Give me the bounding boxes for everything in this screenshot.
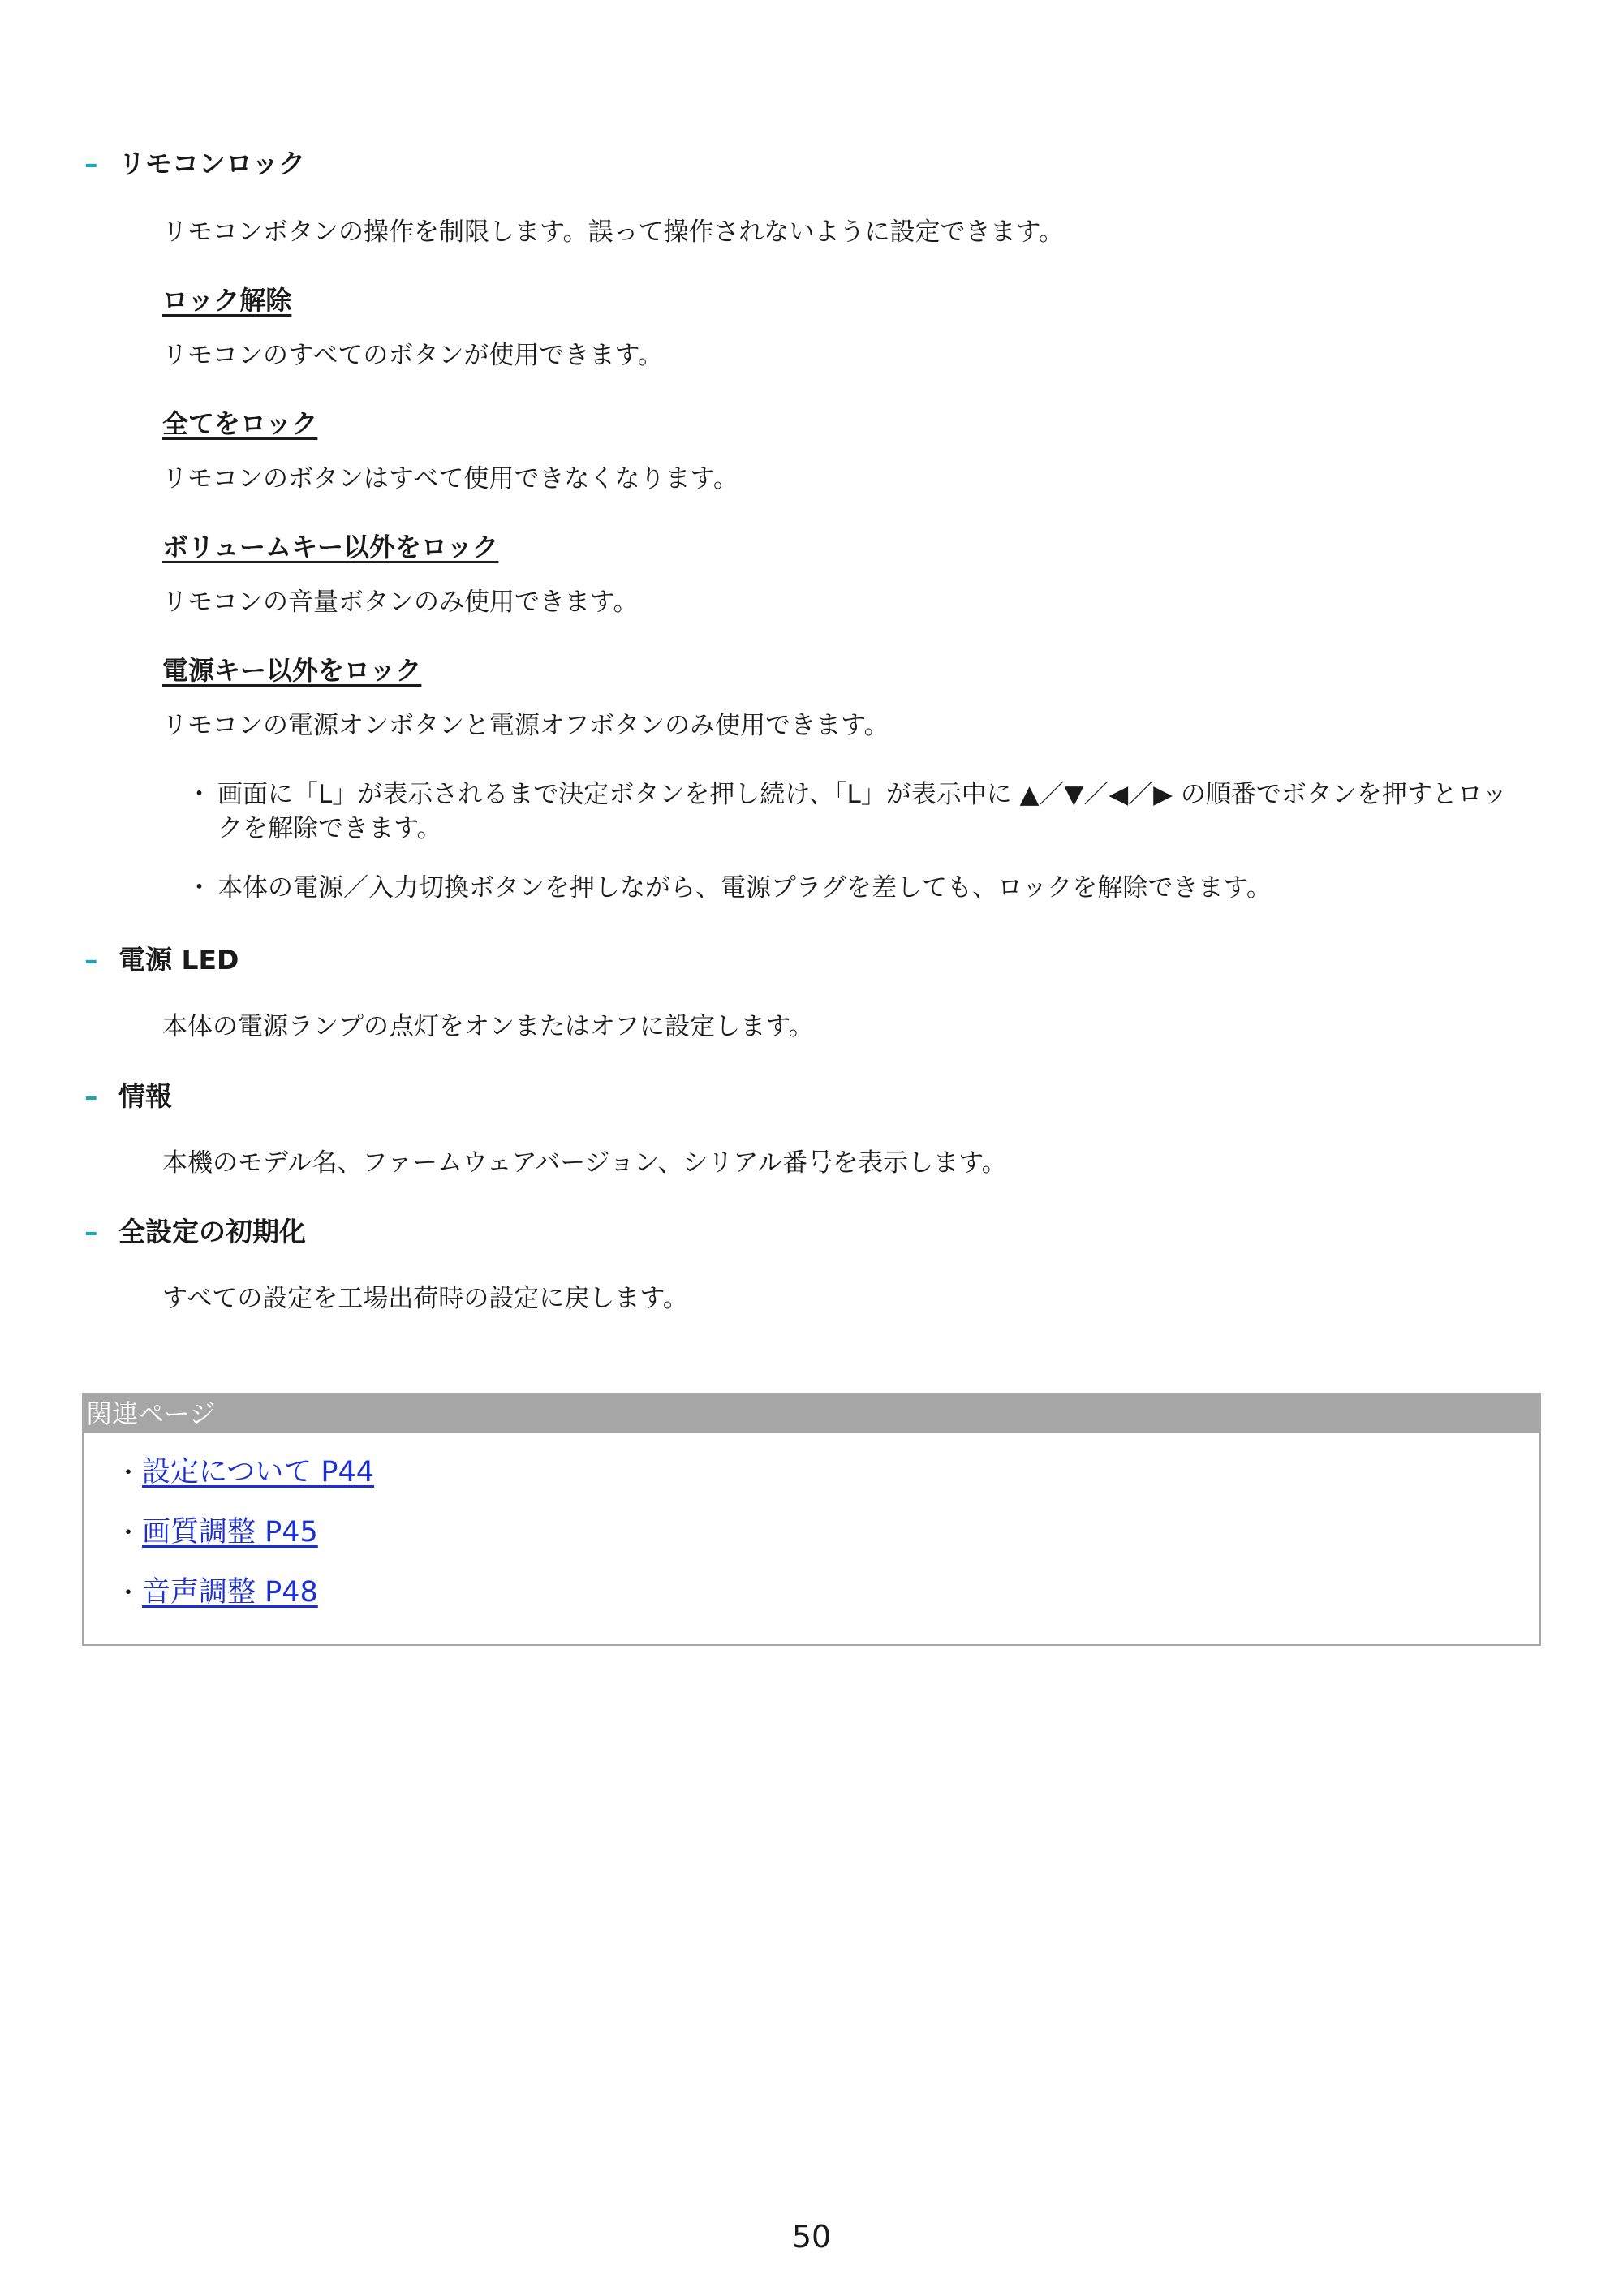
option-label-unlock: ロック解除 [162,285,292,316]
section-title-text: リモコンロック [118,148,306,179]
section-description: すべての設定を工場出荷時の設定に戻します。 [162,1284,688,1313]
note-item [187,778,1518,846]
option-description: リモコンの音量ボタンのみ使用できます。 [162,588,639,617]
option-description: リモコンの電源オンボタンと電源オフボタンのみ使用できます。 [162,711,889,740]
section-title-power-led [84,944,239,976]
option-description: リモコンのすべてのボタンが使用できます。 [162,341,663,370]
section-title-text: 電源 LED [118,944,239,976]
option-description: リモコンのボタンはすべて使用できなくなります。 [162,464,738,493]
bullet-icon: ・ [187,780,212,809]
section-dash: – [84,1080,98,1112]
bullet-icon: ・ [187,873,212,902]
section-title-text: 全設定の初期化 [118,1216,306,1247]
related-item [116,1514,318,1552]
section-title-reset [84,1216,306,1248]
option-label-lock-except-power: 電源キー以外をロック [162,655,422,686]
section-dash: – [84,148,98,179]
related-link-sound[interactable]: 音声調整 P48 [142,1576,318,1609]
bullet-icon: ・ [116,1459,140,1488]
section-description: リモコンボタンの操作を制限します。誤って操作されないように設定できます。 [162,218,1065,247]
option-label-lock-all: 全てをロック [162,408,318,439]
section-dash: – [84,1216,98,1247]
related-pages-box [82,1393,1541,1646]
section-description: 本機のモデル名、ファームウェアバージョン、シリアル番号を表示します。 [162,1148,1007,1178]
related-link-settings[interactable]: 設定について P44 [142,1456,375,1488]
section-title-text: 情報 [118,1080,172,1112]
option-label-lock-except-volume: ボリュームキー以外をロック [162,532,499,562]
section-title-info [84,1080,172,1113]
related-pages-header: 関連ページ [84,1394,1539,1433]
section-dash: – [84,944,98,976]
note-item [187,871,1518,905]
bullet-icon: ・ [116,1519,140,1548]
related-item [116,1574,318,1612]
note-text: 本体の電源／入力切換ボタンを押しながら、電源プラグを差しても、ロックを解除できます。 [217,873,1272,902]
page-number: 50 [791,2219,832,2255]
related-link-picture[interactable]: 画質調整 P45 [142,1516,318,1549]
section-title-remote-lock [84,148,305,180]
section-description: 本体の電源ランプの点灯をオンまたはオフに設定します。 [162,1012,814,1041]
bullet-icon: ・ [116,1579,140,1608]
note-text: 画面に「L」が表示されるまで決定ボタンを押し続け、「L」が表示中に ▲／▼／◀／▶ の順番でボタンを押すとロックを解除できます。 [217,780,1508,843]
related-item [116,1454,374,1492]
